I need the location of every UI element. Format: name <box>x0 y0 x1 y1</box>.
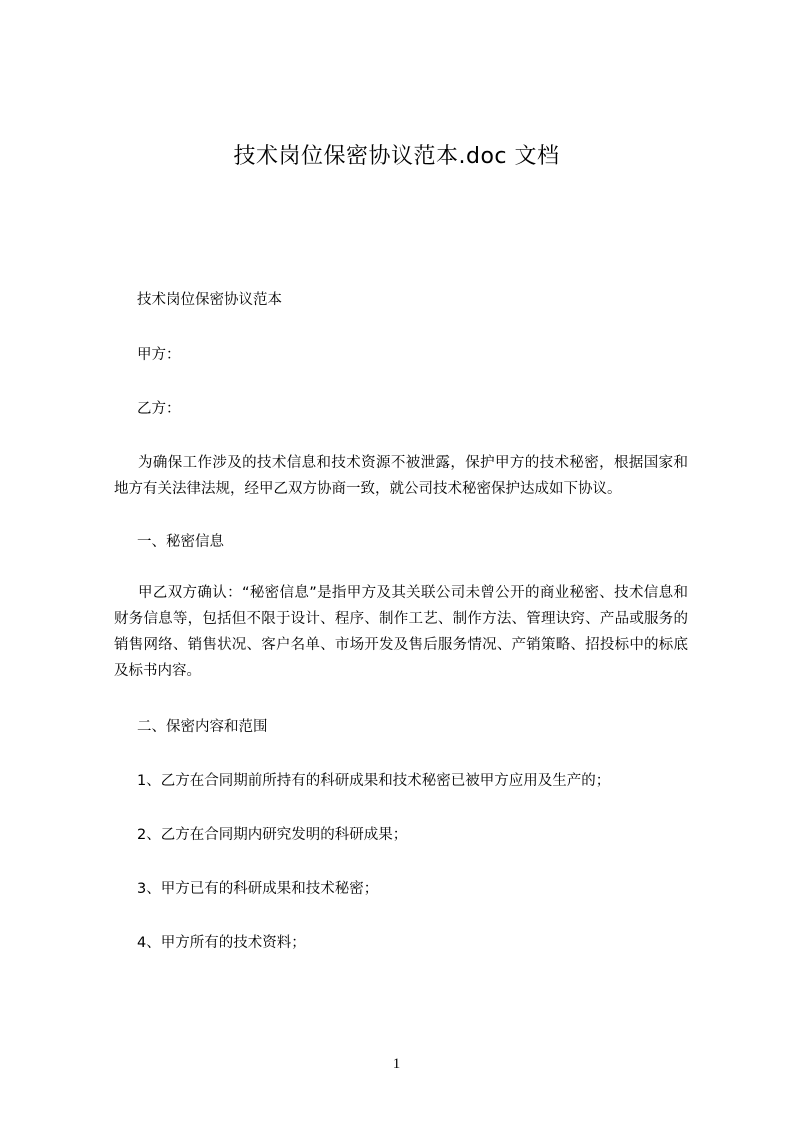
agreement-subtitle: 技术岗位保密协议范本 <box>137 292 282 308</box>
intro-paragraph: 为确保工作涉及的技术信息和技术资源不被泄露，保护甲方的技术秘密，根据国家和地方有关法律法规，经甲乙双方协商一致，就公司技术秘密保护达成如下协议。 <box>114 455 688 497</box>
section-2-item-1: 1、乙方在合同期前所持有的科研成果和技术秘密已被甲方应用及生产的； <box>137 773 611 789</box>
section-1-body: 甲乙双方确认：“秘密信息”是指甲方及其关联公司未曾公开的商业秘密、技术信息和财务信息等，包括但不限于设计、程序、制作工艺、制作方法、管理诀窍、产品或服务的销售网络、销售状况、客户名单、市场开发及售后服务情况、产销策略、招投标中的标底及标书内容。 <box>114 585 688 679</box>
section-2-item-2: 2、乙方在合同期内研究发明的科研成果； <box>137 827 408 843</box>
section-2-heading: 二、保密内容和范围 <box>137 719 268 735</box>
document-title: 技术岗位保密协议范本.doc 文档 <box>233 144 560 169</box>
page-number: 1 <box>392 1056 401 1072</box>
section-2-item-3: 3、甲方已有的科研成果和技术秘密； <box>137 881 379 897</box>
party-b-label: 乙方： <box>137 401 181 417</box>
party-a-label: 甲方： <box>137 347 181 363</box>
section-1-heading: 一、秘密信息 <box>137 534 224 550</box>
section-2-item-4: 4、甲方所有的技术资料； <box>137 935 306 951</box>
